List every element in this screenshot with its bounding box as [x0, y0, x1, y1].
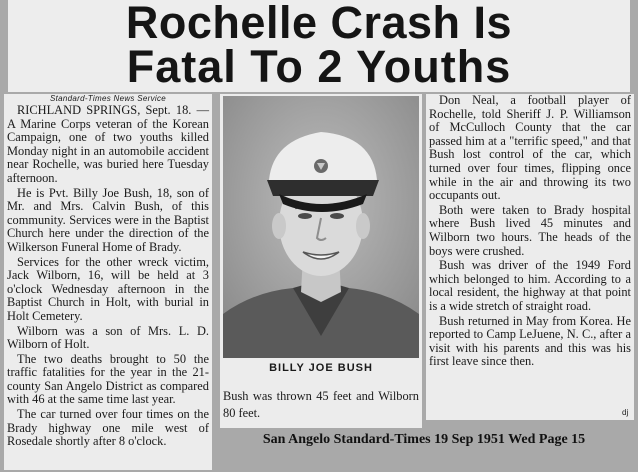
- paragraph: Services for the other wreck victim, Jack Wilborn, 16, will be held at 3 o'clock Wednesday afternoon in the Baptist Church in Holt, with burial in Holt Cemetery.: [7, 254, 209, 323]
- paragraph: Wilborn was a son of Mrs. L. D. Wilborn of Holt.: [7, 323, 209, 352]
- initials-mark: dj: [622, 408, 629, 417]
- headline-line-2: Fatal To 2 Youths: [126, 41, 512, 92]
- paragraph: He is Pvt. Billy Joe Bush, 18, son of Mr. and Mrs. Calvin Bush, of this community. Services were in the Baptist Church here under the direction of the Wilkerson Funeral Home of Brady.: [7, 185, 209, 254]
- paragraph: Bush was driver of the 1949 Ford which belonged to him. According to a local resident, the highway at that point is a wide stretch of straight road.: [429, 258, 631, 313]
- paragraph: The car turned over four times on the Brady highway one mile west of Rosedale shortly after 8 o'clock.: [7, 407, 209, 449]
- marine-portrait-image: [223, 96, 419, 358]
- headline: [8, 0, 630, 92]
- photo-caption-name: BILLY JOE BUSH: [269, 362, 373, 374]
- headline-line-1: Rochelle Crash Is: [125, 0, 513, 48]
- portrait-photo: [223, 96, 419, 358]
- paragraph: Both were taken to Brady hospital where Bush lived 45 minutes and Wilborn two hours. The heads of the boys were crushed.: [429, 202, 631, 258]
- paragraph: The two deaths brought to 50 the traffic fatalities for the year in the 21-county San Angelo District as compared with 46 at the same time last year.: [7, 351, 209, 407]
- article-column-3: [426, 94, 634, 420]
- paragraph: RICHLAND SPRINGS, Sept. 18. — A Marine Corps veteran of the Korean Campaign, one of two youths killed Monday night in an automobile accident near Rochelle, was buried here Tuesday afternoon.: [7, 103, 209, 185]
- paragraph: Bush returned in May from Korea. He reported to Camp LeJuene, N. C., after a visit with his parents and this was his first leave since then.: [429, 313, 631, 369]
- photo-caption-text: Bush was thrown 45 feet and Wilborn 80 feet.: [223, 389, 419, 420]
- photo-block: [220, 94, 422, 428]
- article-column-1: [4, 94, 212, 470]
- paragraph: Don Neal, a football player of Rochelle, told Sheriff J. P. Williamson of McCulloch County that the car passed him at a "terrific speed," and that Bush lost control of the car, which turned over four times, flipping once while in the air and throwing its two occupants out.: [429, 94, 631, 203]
- byline: Standard-Times News Service: [49, 94, 167, 103]
- source-citation: San Angelo Standard-Times 19 Sep 1951 Wed Page 15: [262, 432, 586, 447]
